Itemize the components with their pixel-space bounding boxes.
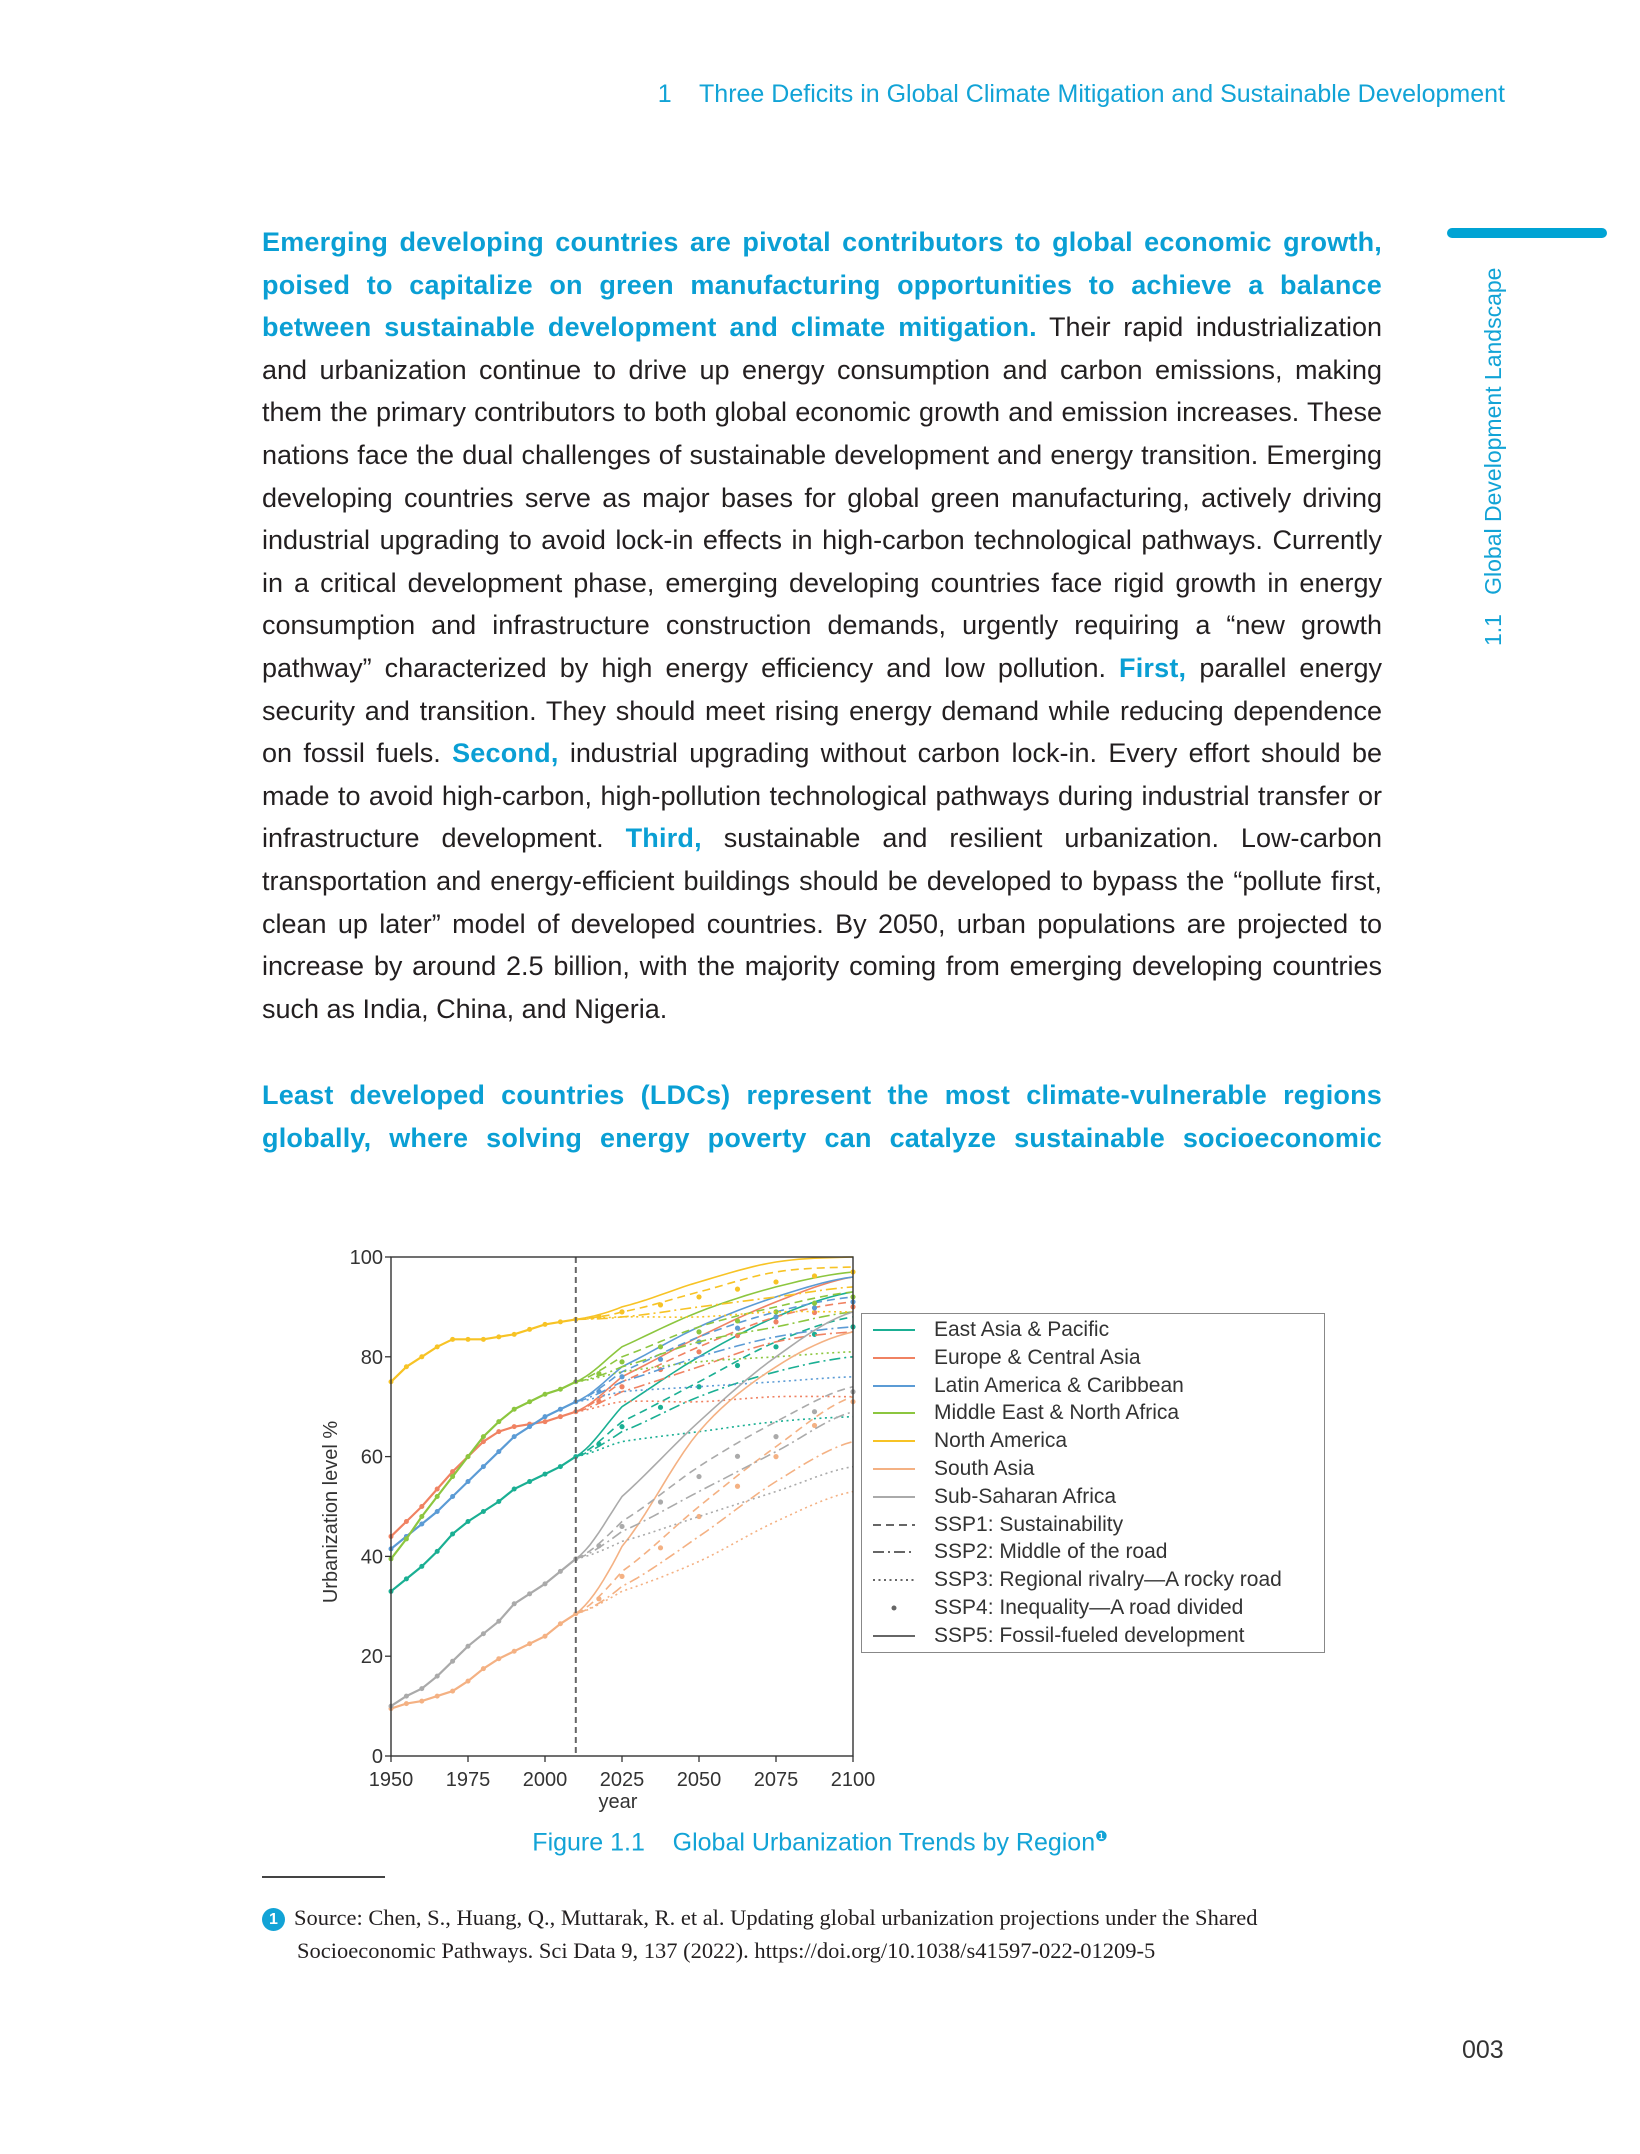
projection-marker xyxy=(696,1329,701,1334)
legend-label: SSP5: Fossil-fueled development xyxy=(934,1623,1245,1647)
historic-marker xyxy=(527,1327,532,1332)
historic-marker xyxy=(419,1699,424,1704)
legend-swatch-icon xyxy=(872,1381,916,1391)
historic-marker xyxy=(419,1504,424,1509)
projection-marker xyxy=(658,1357,663,1362)
projection-marker xyxy=(619,1384,624,1389)
historic-marker xyxy=(481,1666,486,1671)
historic-marker xyxy=(404,1536,409,1541)
projection-marker xyxy=(596,1371,601,1376)
projection-line-ssp3 xyxy=(576,1467,853,1559)
projection-marker xyxy=(735,1326,740,1331)
historic-marker xyxy=(527,1479,532,1484)
legend-label: SSP3: Regional rivalry—A rocky road xyxy=(934,1568,1282,1592)
historic-marker xyxy=(435,1674,440,1679)
y-tick-label: 20 xyxy=(360,1646,383,1669)
historic-marker xyxy=(527,1399,532,1404)
historic-line xyxy=(391,1382,576,1559)
y-tick-label: 60 xyxy=(360,1446,383,1469)
projection-marker xyxy=(696,1349,701,1354)
footnote xyxy=(262,1901,1382,1967)
historic-marker xyxy=(450,1531,455,1536)
historic-marker xyxy=(558,1464,563,1469)
historic-marker xyxy=(481,1337,486,1342)
projection-marker xyxy=(773,1279,778,1284)
legend-swatch-icon xyxy=(872,1325,916,1335)
historic-line xyxy=(391,1614,576,1709)
legend-label: SSP2: Middle of the road xyxy=(934,1540,1168,1564)
historic-marker xyxy=(543,1581,548,1586)
historic-marker xyxy=(496,1419,501,1424)
projection-marker xyxy=(812,1273,817,1278)
figure-title: Global Urbanization Trends by Region xyxy=(672,1828,1096,1857)
historic-line xyxy=(391,1319,576,1381)
historic-marker xyxy=(527,1424,532,1429)
legend-item xyxy=(872,1566,1282,1594)
projection-marker xyxy=(812,1310,817,1315)
emphasis-text: Third, xyxy=(625,823,702,854)
projection-marker xyxy=(773,1344,778,1349)
legend-label: SSP1: Sustainability xyxy=(934,1512,1124,1536)
legend-item xyxy=(872,1399,1179,1427)
historic-marker xyxy=(404,1364,409,1369)
legend-item xyxy=(872,1594,1243,1622)
projection-marker xyxy=(812,1423,817,1428)
legend-item xyxy=(872,1427,1067,1455)
projection-line-ssp5 xyxy=(576,1277,853,1402)
body-paragraph-2-heading: Least developed countries (LDCs) represent the most climate-vulnerable regions globally, where solving energy poverty can catalyze sustainable socioeconomic xyxy=(262,1080,1382,1153)
x-tick-label: 2000 xyxy=(522,1769,568,1791)
footnote-line-2[interactable]: Socioeconomic Pathways. Sci Data 9, 137 (2022). https://doi.org/10.1038/s41597-022-01209-5 xyxy=(297,1938,1156,1963)
legend-label: North America xyxy=(934,1429,1068,1453)
historic-marker xyxy=(419,1686,424,1691)
historic-marker xyxy=(496,1656,501,1661)
x-tick-label: 2025 xyxy=(599,1769,645,1791)
historic-marker xyxy=(527,1641,532,1646)
projection-marker xyxy=(812,1305,817,1310)
historic-marker xyxy=(450,1689,455,1694)
historic-marker xyxy=(466,1519,471,1524)
historic-marker xyxy=(435,1549,440,1554)
emphasis-text: First, xyxy=(1119,652,1187,683)
historic-marker xyxy=(419,1564,424,1569)
projection-marker xyxy=(658,1545,663,1550)
historic-marker xyxy=(543,1322,548,1327)
projection-marker xyxy=(735,1454,740,1459)
projection-marker xyxy=(658,1499,663,1504)
projection-line-ssp3 xyxy=(576,1352,853,1382)
historic-marker xyxy=(450,1337,455,1342)
legend-label: SSP4: Inequality—A road divided xyxy=(934,1596,1244,1619)
historic-marker xyxy=(450,1494,455,1499)
historic-marker xyxy=(543,1392,548,1397)
projection-marker xyxy=(812,1409,817,1414)
historic-marker xyxy=(481,1464,486,1469)
x-tick-label: 2075 xyxy=(753,1769,799,1791)
body-text: sustainable and resilient urbanization. Low-carbon transportation and energy-efficient buildings should be developed to bypass the “pollute first, clean up later” model of developed countries. By 2050, urban populations are projected to increase by around 2.5 billion, with the majority coming from emerging developing countries such as India, China, and Nigeria. xyxy=(262,823,1383,1024)
historic-marker xyxy=(481,1509,486,1514)
historic-marker xyxy=(558,1387,563,1392)
historic-marker xyxy=(466,1454,471,1459)
legend-item xyxy=(872,1455,1034,1483)
historic-line xyxy=(391,1402,576,1549)
x-tick-label: 2050 xyxy=(676,1769,722,1791)
chapter-title: Three Deficits in Global Climate Mitigation and Sustainable Development xyxy=(699,80,1505,108)
historic-marker xyxy=(512,1487,517,1492)
legend-item xyxy=(872,1622,1245,1650)
historic-marker xyxy=(558,1414,563,1419)
historic-marker xyxy=(435,1494,440,1499)
x-tick-label: 2100 xyxy=(830,1769,876,1791)
footnote-rule xyxy=(262,1876,385,1878)
historic-marker xyxy=(512,1407,517,1412)
body-text: parallel energy security and transition. They should meet rising energy demand while reducing dependence on fossil fuels. xyxy=(262,652,1382,769)
historic-marker xyxy=(512,1332,517,1337)
projection-marker xyxy=(773,1434,778,1439)
historic-marker xyxy=(543,1634,548,1639)
legend-item xyxy=(872,1372,1184,1400)
y-tick-label: 40 xyxy=(360,1546,383,1569)
projection-marker xyxy=(735,1287,740,1292)
historic-marker xyxy=(466,1337,471,1342)
legend-swatch-icon xyxy=(872,1492,916,1502)
projection-marker xyxy=(658,1302,663,1307)
urbanization-chart xyxy=(290,1230,876,1820)
historic-marker xyxy=(496,1449,501,1454)
footnote-number-icon: 1 xyxy=(262,1908,285,1931)
projection-marker xyxy=(696,1474,701,1479)
historic-marker xyxy=(481,1631,486,1636)
legend-item xyxy=(872,1511,1123,1539)
historic-marker xyxy=(404,1519,409,1524)
y-tick-label: 0 xyxy=(371,1746,383,1768)
x-tick-label: 1975 xyxy=(445,1769,491,1791)
x-tick-label: 1950 xyxy=(368,1769,414,1791)
projection-line-ssp3 xyxy=(576,1417,853,1457)
projection-marker xyxy=(619,1574,624,1579)
section-tab-label: 1.1 Global Development Landscape xyxy=(1480,267,1506,646)
legend-swatch-icon xyxy=(872,1408,916,1418)
legend-swatch-icon xyxy=(872,1520,916,1530)
page-number: 003 xyxy=(1462,2036,1504,2064)
projection-line-ssp3 xyxy=(576,1492,853,1614)
historic-marker xyxy=(466,1679,471,1684)
projection-line-ssp1 xyxy=(576,1267,853,1319)
historic-marker xyxy=(543,1419,548,1424)
projection-marker xyxy=(619,1359,624,1364)
projection-marker xyxy=(696,1294,701,1299)
emphasis-text: Emerging developing countries are pivotal contributors to global economic growth, poised to capitalize on green manufacturing opportunities to achieve a balance between sustainable development and climate mitigation. xyxy=(262,227,1382,343)
historic-marker xyxy=(496,1499,501,1504)
legend-label: South Asia xyxy=(934,1457,1035,1480)
legend-swatch-icon xyxy=(872,1603,916,1613)
legend-item xyxy=(872,1538,1167,1566)
running-head xyxy=(658,80,1505,109)
projection-marker xyxy=(658,1405,663,1410)
projection-marker xyxy=(812,1301,817,1306)
historic-marker xyxy=(435,1694,440,1699)
projection-marker xyxy=(773,1319,778,1324)
projection-marker xyxy=(619,1524,624,1529)
projection-marker xyxy=(596,1596,601,1601)
historic-marker xyxy=(419,1354,424,1359)
projection-marker xyxy=(619,1424,624,1429)
projection-marker xyxy=(735,1484,740,1489)
legend-label: Europe & Central Asia xyxy=(934,1345,1141,1369)
historic-marker xyxy=(512,1434,517,1439)
historic-marker xyxy=(419,1521,424,1526)
footnote-ref[interactable]: ❶ xyxy=(1095,1828,1108,1844)
legend-swatch-icon xyxy=(872,1547,916,1557)
historic-marker xyxy=(558,1319,563,1324)
historic-marker xyxy=(496,1429,501,1434)
projection-marker xyxy=(773,1454,778,1459)
projection-line-ssp2 xyxy=(576,1442,853,1614)
historic-marker xyxy=(543,1414,548,1419)
figure-caption xyxy=(0,1828,1640,1857)
historic-marker xyxy=(558,1569,563,1574)
projection-line-ssp2 xyxy=(576,1332,853,1412)
chapter-number: 1 xyxy=(657,80,672,108)
legend-swatch-icon xyxy=(872,1631,916,1641)
footnote-line-1: Source: Chen, S., Huang, Q., Muttarak, R. et al. Updating global urbanization projections under the Shared xyxy=(294,1905,1258,1930)
historic-marker xyxy=(419,1514,424,1519)
body-text: industrial upgrading without carbon lock-in. Every effort should be made to avoid high-carbon, high-pollution technological pathways during industrial transfer or infrastructure development. xyxy=(262,738,1382,854)
projection-marker xyxy=(735,1363,740,1368)
emphasis-text: Second, xyxy=(452,738,559,769)
historic-marker xyxy=(466,1644,471,1649)
legend-label: East Asia & Pacific xyxy=(934,1318,1110,1341)
historic-marker xyxy=(512,1601,517,1606)
historic-line xyxy=(391,1457,576,1592)
projection-marker xyxy=(619,1374,624,1379)
legend-label: Sub-Saharan Africa xyxy=(934,1484,1117,1508)
legend-item xyxy=(872,1316,1109,1344)
historic-marker xyxy=(404,1694,409,1699)
historic-marker xyxy=(481,1434,486,1439)
chart-legend xyxy=(861,1313,1325,1653)
historic-marker xyxy=(558,1407,563,1412)
historic-marker xyxy=(435,1487,440,1492)
projection-marker xyxy=(619,1309,624,1314)
projection-marker xyxy=(735,1318,740,1323)
projection-marker xyxy=(596,1399,601,1404)
y-axis-label: Urbanization level % xyxy=(320,1420,342,1604)
y-tick-label: 100 xyxy=(349,1247,383,1269)
historic-marker xyxy=(512,1424,517,1429)
historic-marker xyxy=(450,1659,455,1664)
legend-label: Latin America & Caribbean xyxy=(934,1373,1184,1397)
historic-marker xyxy=(404,1576,409,1581)
projection-marker xyxy=(773,1314,778,1319)
legend-swatch-icon xyxy=(872,1436,916,1446)
historic-marker xyxy=(435,1344,440,1349)
legend-swatch-icon xyxy=(872,1575,916,1585)
historic-marker xyxy=(466,1479,471,1484)
projection-marker xyxy=(596,1543,601,1548)
y-tick-label: 80 xyxy=(360,1346,383,1369)
historic-marker xyxy=(558,1621,563,1626)
section-tab-bar xyxy=(1447,228,1607,238)
historic-marker xyxy=(543,1472,548,1477)
historic-marker xyxy=(527,1591,532,1596)
historic-line xyxy=(391,1412,576,1537)
legend-swatch-icon xyxy=(872,1353,916,1363)
historic-marker xyxy=(404,1701,409,1706)
historic-marker xyxy=(496,1619,501,1624)
historic-marker xyxy=(512,1649,517,1654)
figure-label: Figure 1.1 xyxy=(532,1828,645,1857)
body-text: Their rapid industrialization and urbanization continue to drive up energy consumption and carbon emissions, making them the primary contributors to both global economic growth and emission increases. These nations face the dual challenges of sustainable development and energy transition. Emerging developing countries serve as major bases for global green manufacturing, actively driving industrial upgrading to avoid lock-in effects in high-carbon technological pathways. Currently in a critical development phase, emerging developing countries face rigid growth in energy consumption and infrastructure construction demands, urgently requiring a “new growth pathway” characterized by high energy efficiency and low pollution. xyxy=(262,312,1382,683)
legend-item xyxy=(872,1344,1141,1372)
historic-marker xyxy=(435,1509,440,1514)
historic-marker xyxy=(496,1334,501,1339)
projection-marker xyxy=(596,1442,601,1447)
projection-marker xyxy=(596,1389,601,1394)
projection-line-ssp3 xyxy=(576,1396,853,1411)
x-axis-label: year xyxy=(598,1791,638,1813)
legend-item xyxy=(872,1483,1116,1511)
legend-label: Middle East & North Africa xyxy=(934,1401,1180,1425)
body-paragraph-1 xyxy=(262,221,1382,1030)
projection-marker xyxy=(658,1344,663,1349)
plot-frame xyxy=(391,1257,853,1756)
historic-marker xyxy=(450,1474,455,1479)
projection-line-ssp1 xyxy=(576,1302,853,1412)
legend-swatch-icon xyxy=(872,1464,916,1474)
